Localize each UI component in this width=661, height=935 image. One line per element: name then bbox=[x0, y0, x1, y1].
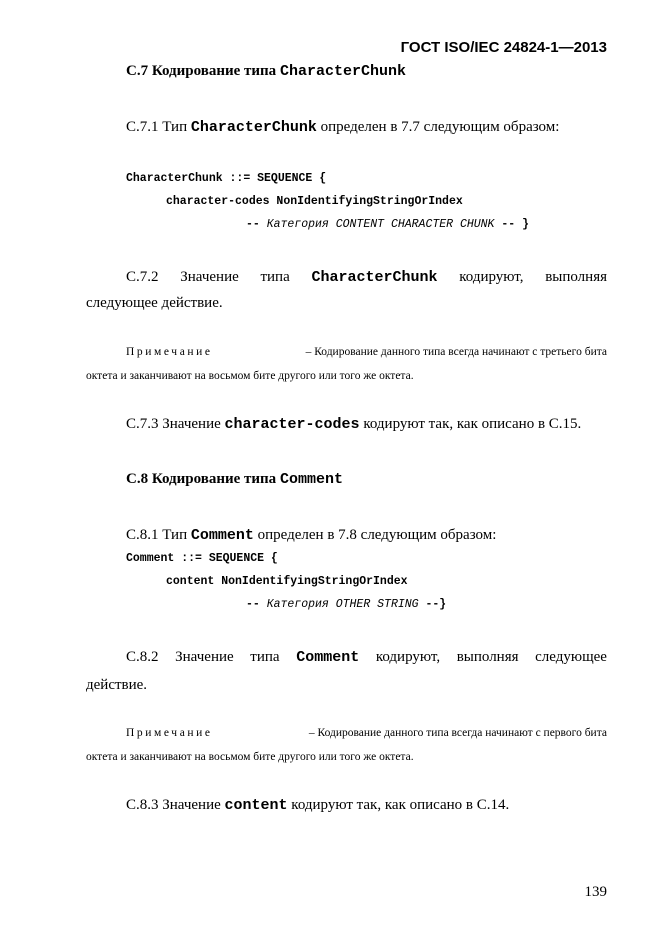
page-number: 139 bbox=[584, 884, 607, 900]
paragraph-c8-3 bbox=[126, 797, 509, 814]
c7-code-line-3 bbox=[246, 218, 529, 231]
document-header: ГОСТ ISO/IEC 24824-1—2013 bbox=[400, 39, 607, 56]
c8-1-type: Comment bbox=[190, 527, 254, 544]
c7-2-word: выполняя bbox=[545, 269, 607, 285]
c8-code-line-3 bbox=[246, 598, 446, 611]
c8-note-text: – Кодирование данного типа всегда начинают с первого бита bbox=[308, 727, 607, 739]
c8-2-word: типа bbox=[250, 649, 280, 665]
c8-code-line-1: Comment ::= SEQUENCE { bbox=[126, 552, 278, 565]
c8-3-suffix: кодируют так, как описано в С.14. bbox=[287, 797, 510, 813]
c7-note-line-2: октета и заканчивают на восьмом бите другого или того же октета. bbox=[86, 370, 414, 382]
paragraph-c7-3 bbox=[126, 416, 581, 433]
c7-code-line-1: CharacterChunk ::= SEQUENCE { bbox=[126, 172, 327, 185]
c8-2-type: Comment bbox=[296, 649, 360, 666]
c7-code-comment: Категория CONTENT CHARACTER CHUNK bbox=[266, 218, 495, 231]
c7-note-line-1 bbox=[126, 346, 607, 358]
c8-code-line-2: content NonIdentifyingStringOrIndex bbox=[166, 575, 408, 588]
section-c8-title bbox=[126, 471, 343, 488]
c7-1-suffix: определен в 7.7 следующим образом: bbox=[316, 119, 560, 135]
c8-code-dash: -- bbox=[246, 598, 267, 611]
c8-1-suffix: определен в 7.8 следующим образом: bbox=[253, 527, 497, 543]
c8-code-end: --} bbox=[418, 598, 447, 611]
c7-3-field: character-codes bbox=[224, 416, 360, 433]
note-label: Примечание bbox=[126, 346, 213, 358]
section-c7-title-text: С.7 Кодирование типа bbox=[126, 63, 280, 79]
paragraph-c8-1 bbox=[126, 527, 496, 544]
c8-2-word: Значение bbox=[175, 649, 234, 665]
c7-code-line-2: character-codes NonIdentifyingStringOrIndex bbox=[166, 195, 463, 208]
c7-code-end: -- } bbox=[494, 218, 529, 231]
c7-2-word: кодируют, bbox=[459, 269, 524, 285]
c7-3-suffix: кодируют так, как описано в С.15. bbox=[359, 416, 582, 432]
c7-2-word: С.7.2 bbox=[126, 269, 159, 285]
c8-2-word: кодируют, bbox=[375, 649, 441, 665]
section-c7-title bbox=[126, 63, 406, 80]
c8-note-line-2: октета и заканчивают на восьмом бите другого или того же октета. bbox=[86, 751, 414, 763]
c8-code-comment: Категория OTHER STRING bbox=[266, 598, 419, 611]
note-label: Примечание bbox=[126, 727, 213, 739]
c8-2-word: выполняя bbox=[456, 649, 519, 665]
c7-1-type: CharacterChunk bbox=[190, 119, 317, 136]
section-c8-title-text: С.8 Кодирование типа bbox=[126, 471, 280, 487]
c7-2-type: CharacterChunk bbox=[311, 269, 438, 286]
paragraph-c7-1 bbox=[126, 119, 559, 136]
c8-2-word: следующее bbox=[535, 649, 607, 665]
c8-2-line-2: действие. bbox=[86, 677, 148, 693]
c7-note-text: – Кодирование данного типа всегда начинают с третьего бита bbox=[305, 346, 607, 358]
section-c8-title-type: Comment bbox=[279, 471, 343, 488]
section-c7-title-type: CharacterChunk bbox=[279, 63, 406, 80]
c8-2-word: С.8.2 bbox=[126, 649, 159, 665]
c7-2-word: Значение bbox=[180, 269, 239, 285]
c7-2-line-2: следующее действие. bbox=[86, 295, 223, 311]
paragraph-c8-2 bbox=[126, 649, 607, 666]
c8-1-prefix: С.8.1 Тип bbox=[126, 527, 191, 543]
c8-3-prefix: С.8.3 Значение bbox=[126, 797, 225, 813]
c8-note-line-1 bbox=[126, 727, 607, 739]
c8-3-field: content bbox=[224, 797, 288, 814]
c7-1-prefix: С.7.1 Тип bbox=[126, 119, 191, 135]
c7-3-prefix: С.7.3 Значение bbox=[126, 416, 225, 432]
paragraph-c7-2 bbox=[126, 269, 607, 286]
c7-code-dash: -- bbox=[246, 218, 267, 231]
c7-2-word: типа bbox=[260, 269, 290, 285]
